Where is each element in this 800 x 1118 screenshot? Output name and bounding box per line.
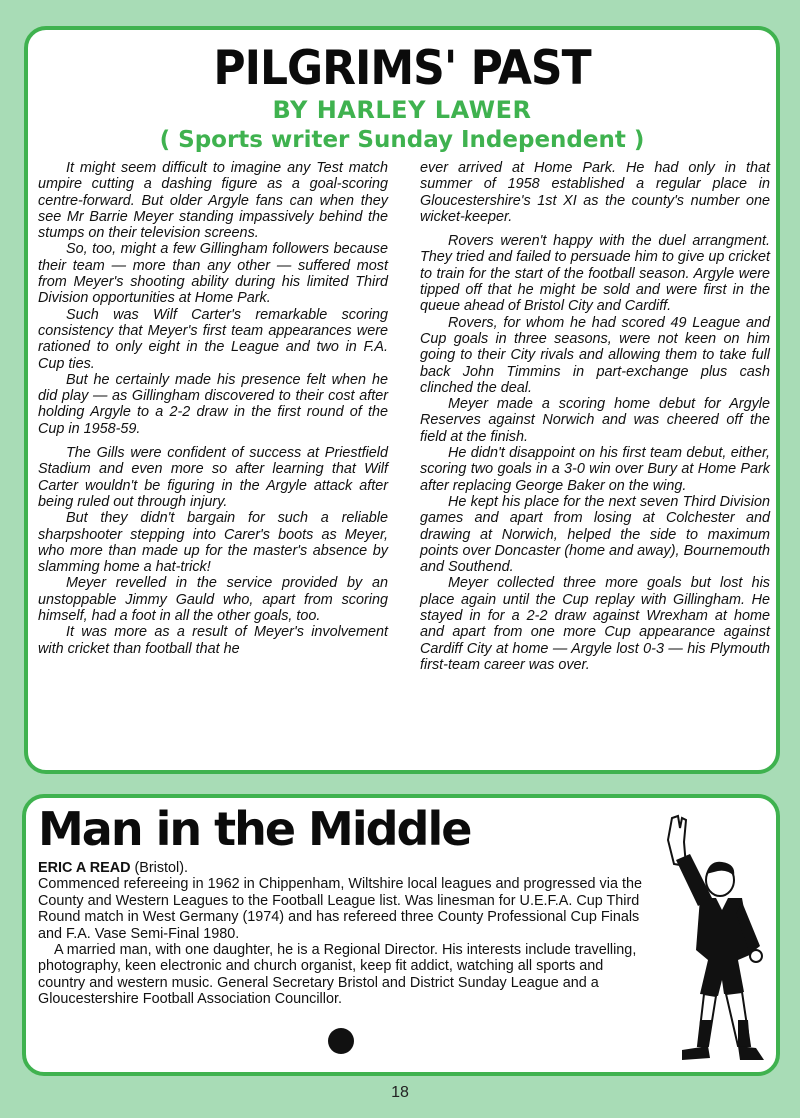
article-column-left (38, 160, 388, 657)
article-subline: ( Sports writer Sunday Independent ) (159, 127, 645, 153)
referee-location: (Bristol). (130, 860, 189, 876)
article-paragraph: Such was Wilf Carter's remarkable scoring consistency that Meyer's first team appearances were rationed to only eight in the League and two in F.A. Cup ties. (38, 306, 388, 372)
article-paragraph: It might seem difficult to imagine any Test match umpire cutting a dashing figure as a goal-scoring centre-forward. But older Argyle fans can when they see Mr Barrie Meyer standing impassively behind the stumps on their television screens. (38, 160, 388, 242)
article-paragraph: But they didn't bargain for such a reliable sharpshooter stepping into Carer's boots as Meyer, who more than made up for the master's absence by slamming home a hat-trick! (38, 510, 388, 576)
article-paragraph: So, too, might a few Gillingham followers because their team — more than any other — suffered most from Meyer's shooting ability during his limited Third Division opportunities at Home Park. (38, 241, 388, 307)
article-paragraph: Rovers weren't happy with the duel arrangment. They tried and failed to persuade him to give up cricket to train for the start of the football season. Argyle were tipped off that he might be sold and were first in the queue ahead of Bristol City and Cardiff. (420, 233, 770, 315)
profile-bio (38, 860, 644, 1008)
article-paragraph: It was more as a result of Meyer's involvement with cricket than football that he (38, 624, 388, 657)
article-title: PILGRIMS' PAST (213, 40, 591, 96)
referee-illustration (646, 814, 770, 1066)
page-number: 18 (391, 1084, 409, 1101)
article-paragraph: He didn't disappoint on his first team debut, either, scoring two goals in a 3-0 win over Bury at Home Park after replacing George Baker on the wing. (420, 445, 770, 494)
article-byline: BY HARLEY LAWER (272, 96, 532, 124)
referee-name: ERIC A READ (38, 860, 131, 876)
profile-paragraph: Commenced refereeing in 1962 in Chippenham, Wiltshire local leagues and progressed via the County and Western Leagues to the Football League list. Was linesman for U.E.F.A. Cup Third Round match in West Germany (1974) and has refereed three County Professional Cup Finals and F.A. Vase Semi-Final 1980. (38, 876, 642, 942)
article-paragraph: ever arrived at Home Park. He had only in that summer of 1958 established a regular place in Gloucestershire's 1st XI as the county's number one wicket-keeper. (420, 160, 770, 225)
profile-title: Man in the Middle (38, 802, 471, 856)
article-paragraph: He kept his place for the next seven Third Division games and apart from losing at Colchester and drawing at Norwich, helped the side to maximum points over Doncaster (home and away), Bournemouth and Southend. (420, 493, 770, 576)
bullet-dot (328, 1028, 354, 1054)
article-panel (24, 26, 780, 774)
article-paragraph: Rovers, for whom he had scored 49 League and Cup goals in three seasons, were not keen on him going to their City rivals and allowing them to take full back John Timmins in part-exchange plus cash clinched the deal. (420, 314, 770, 396)
article-column-right (420, 160, 770, 673)
profile-paragraph: A married man, with one daughter, he is a Regional Director. His interests include travelling, photography, keen electronic and church organist, keep fit addict, watching all sports and country and western music. General Secretary Bristol and District Sunday League and a Gloucestershire Football Association Councillor. (38, 942, 637, 1008)
article-paragraph: The Gills were confident of success at Priestfield Stadium and even more so after learning that Wilf Carter wouldn't be figuring in the Argyle attack after being ruled out through injury. (38, 445, 388, 510)
article-paragraph: But he certainly made his presence felt when he did play — as Gillingham discovered to their cost after holding Argyle to a 2-2 draw in the first round of the Cup in 1958-59. (38, 371, 388, 437)
profile-panel (22, 794, 780, 1076)
article-paragraph: Meyer revelled in the service provided by an unstoppable Jimmy Gauld who, apart from scoring himself, had a foot in all the other goals, too. (38, 575, 388, 625)
article-paragraph: Meyer collected three more goals but lost his place again until the Cup replay with Gillingham. He stayed in for a 2-2 draw against Wrexham at home and apart from one more Cup appearance against Cardiff City at home — Argyle lost 0-3 — his Plymouth first-team career was over. (420, 575, 770, 673)
article-paragraph: Meyer made a scoring home debut for Argyle Reserves against Norwich and was cheered off the field at the finish. (420, 396, 770, 445)
